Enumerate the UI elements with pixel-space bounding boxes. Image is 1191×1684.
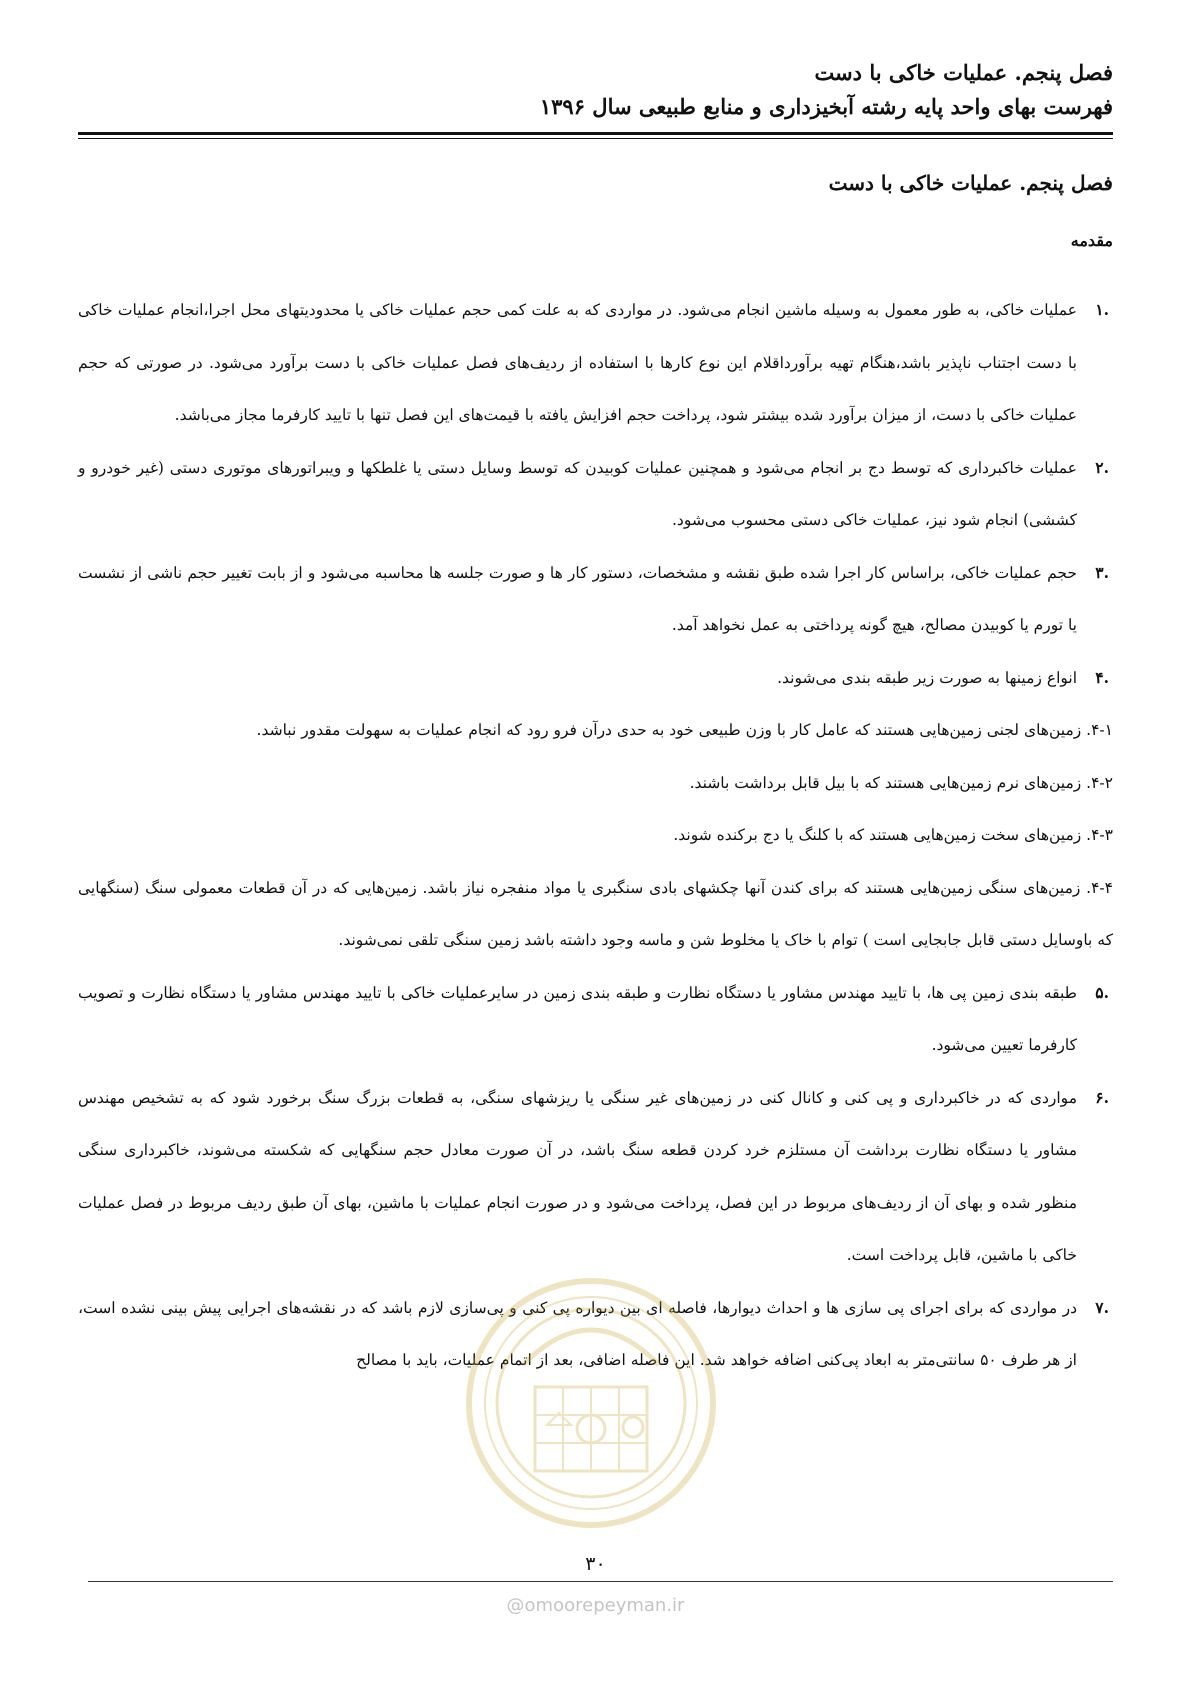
list-item-5 bbox=[78, 967, 1113, 1072]
list-item-text: در مواردی که برای اجرای پی سازی ها و احداث دیوارها، فاصله ای بین دیواره پی کنی و پی‌سازی لازم باشد که در نقشه‌های اجرایی پیش بینی نشده است، از هر طرف ۵۰ سانتی‌متر به ابعاد پی‌کنی اضافه خواهد شد. این فاصله اضافی، بعد از اتمام عملیات، باید با مصالح bbox=[78, 1298, 1077, 1369]
header-document-title: فهرست بهای واحد پایه رشته آبخیزداری و منابع طبیعی سال ۱۳۹۶ bbox=[539, 94, 1113, 119]
list-item-text: عملیات خاکبرداری که توسط دج بر انجام می‌شود و همچنین عملیات کوبیدن که توسط وسایل دستی یا غلطکها و ویبراتورهای موتوری دستی (غیر خودرو و کششی) انجام شود نیز، عملیات خاکی دستی محسوب می‌شود. bbox=[78, 458, 1077, 529]
section-title: فصل پنجم. عملیات خاکی با دست bbox=[828, 171, 1113, 195]
footer-watermark-url: @omoorepeyman.ir bbox=[506, 1595, 685, 1616]
sub-item-4-4: ۴-۴. زمین‌های سنگی زمین‌هایی هستند که برای کندن آنها چکشهای بادی سنگبری یا مواد منفجره نیاز باشد. زمین‌هایی که در آن قطعات معمولی سنگ (سنگهایی که باوسایل دستی قابل جابجایی است ) توام با خاک یا مخلوط شن و ماسه وجود داشته باشد زمین سنگی تلقی نمی‌شوند. bbox=[78, 878, 1113, 949]
list-item-3 bbox=[78, 547, 1113, 652]
list-item-4 bbox=[78, 652, 1113, 705]
list-item-number: .۷ bbox=[1095, 1297, 1109, 1317]
body-content bbox=[78, 284, 1113, 1387]
list-item-number: .۲ bbox=[1095, 457, 1109, 477]
list-item-number: .۱ bbox=[1095, 300, 1109, 319]
header-chapter-title: فصل پنجم. عملیات خاکی با دست bbox=[814, 60, 1113, 85]
list-item-2 bbox=[78, 442, 1113, 547]
intro-heading: مقدمه bbox=[1070, 231, 1113, 250]
list-item-1 bbox=[78, 284, 1113, 442]
header-rule-thick bbox=[78, 132, 1113, 135]
list-item-number: .۴ bbox=[1095, 667, 1109, 687]
list-item-text: مواردی که در خاکبرداری و پی کنی و کانال کنی در زمین‌های غیر سنگی یا ریزشهای سنگی، به قطعات بزرگ سنگ برخورد شود که به تشخیص مهندس مشاور یا دستگاه نظارت برداشت آن مستلزم خرد کردن قطعه سنگ باشد، در آن صورت معادل حجم سنگهایی که شکسته می‌شوند، خاکبرداری سنگی منظور شده و بهای آن از ردیف‌های مربوط در این فصل، پرداخت می‌شود و در صورت انجام عملیات با ماشین، بهای آن طبق ردیف مربوط در فصل عملیات خاکی با ماشین، قابل پرداخت است. bbox=[78, 1088, 1077, 1264]
list-item-number: .۵ bbox=[1095, 982, 1109, 1002]
list-item-number: .۳ bbox=[1095, 562, 1109, 582]
list-item-7 bbox=[78, 1282, 1113, 1387]
list-item-6 bbox=[78, 1072, 1113, 1282]
header-rule-thin bbox=[78, 138, 1113, 139]
list-item-text: عملیات خاکی، به طور معمول به وسیله ماشین انجام می‌شود. در مواردی که به علت کمی حجم عملیات خاکی یا محدودیتهای محل اجرا،انجام عملیات خاکی با دست اجتناب ناپذیر باشد،هنگام تهیه برآورداقلام این نوع کارها با استفاده از ردیف‌های فصل عملیات خاکی با دست برآورد می‌شود. در صورتی که حجم عملیات خاکی با دست، از میزان برآورد شده بیشتر شود، پرداخت حجم افزایش یافته با قیمت‌های این فصل تنها با تایید کارفرما مجاز می‌باشد. bbox=[78, 301, 1077, 424]
sub-item-4-3: ۴-۳. زمین‌های سخت زمین‌هایی هستند که با کلنگ یا دج برکنده شوند. bbox=[673, 826, 1113, 844]
list-item-text: انواع زمینها به صورت زیر طبقه بندی می‌شوند. bbox=[777, 668, 1077, 687]
sub-item-4-2: ۴-۲. زمین‌های نرم زمین‌هایی هستند که با بیل قابل برداشت باشند. bbox=[689, 773, 1113, 792]
list-item-number: .۶ bbox=[1095, 1087, 1109, 1107]
list-item-text: طبقه بندی زمین پی ها، با تایید مهندس مشاور یا دستگاه نظارت و طبقه بندی زمین در سایرعملیات خاکی با تایید مهندس مشاور یا دستگاه نظارت و تصویب کارفرما تعیین می‌شود. bbox=[78, 983, 1077, 1054]
footer-rule bbox=[88, 1581, 1113, 1582]
sub-item-4-1: ۴-۱. زمین‌های لجنی زمین‌هایی هستند که عامل کار با وزن طبیعی خود به حدی درآن فرو رود که انجام عملیات به سهولت مقدور نباشد. bbox=[256, 721, 1113, 739]
page-header bbox=[78, 56, 1113, 124]
list-item-text: حجم عملیات خاکی، براساس کار اجرا شده طبق نقشه و مشخصات، دستور کار ها و صورت جلسه ها محاسبه می‌شود و از بابت تغییر حجم ناشی از نشست یا تورم یا کوبیدن مصالح، هیچ گونه پرداختی به عمل نخواهد آمد. bbox=[78, 563, 1077, 634]
page-number: ۳۰ bbox=[585, 1553, 606, 1575]
